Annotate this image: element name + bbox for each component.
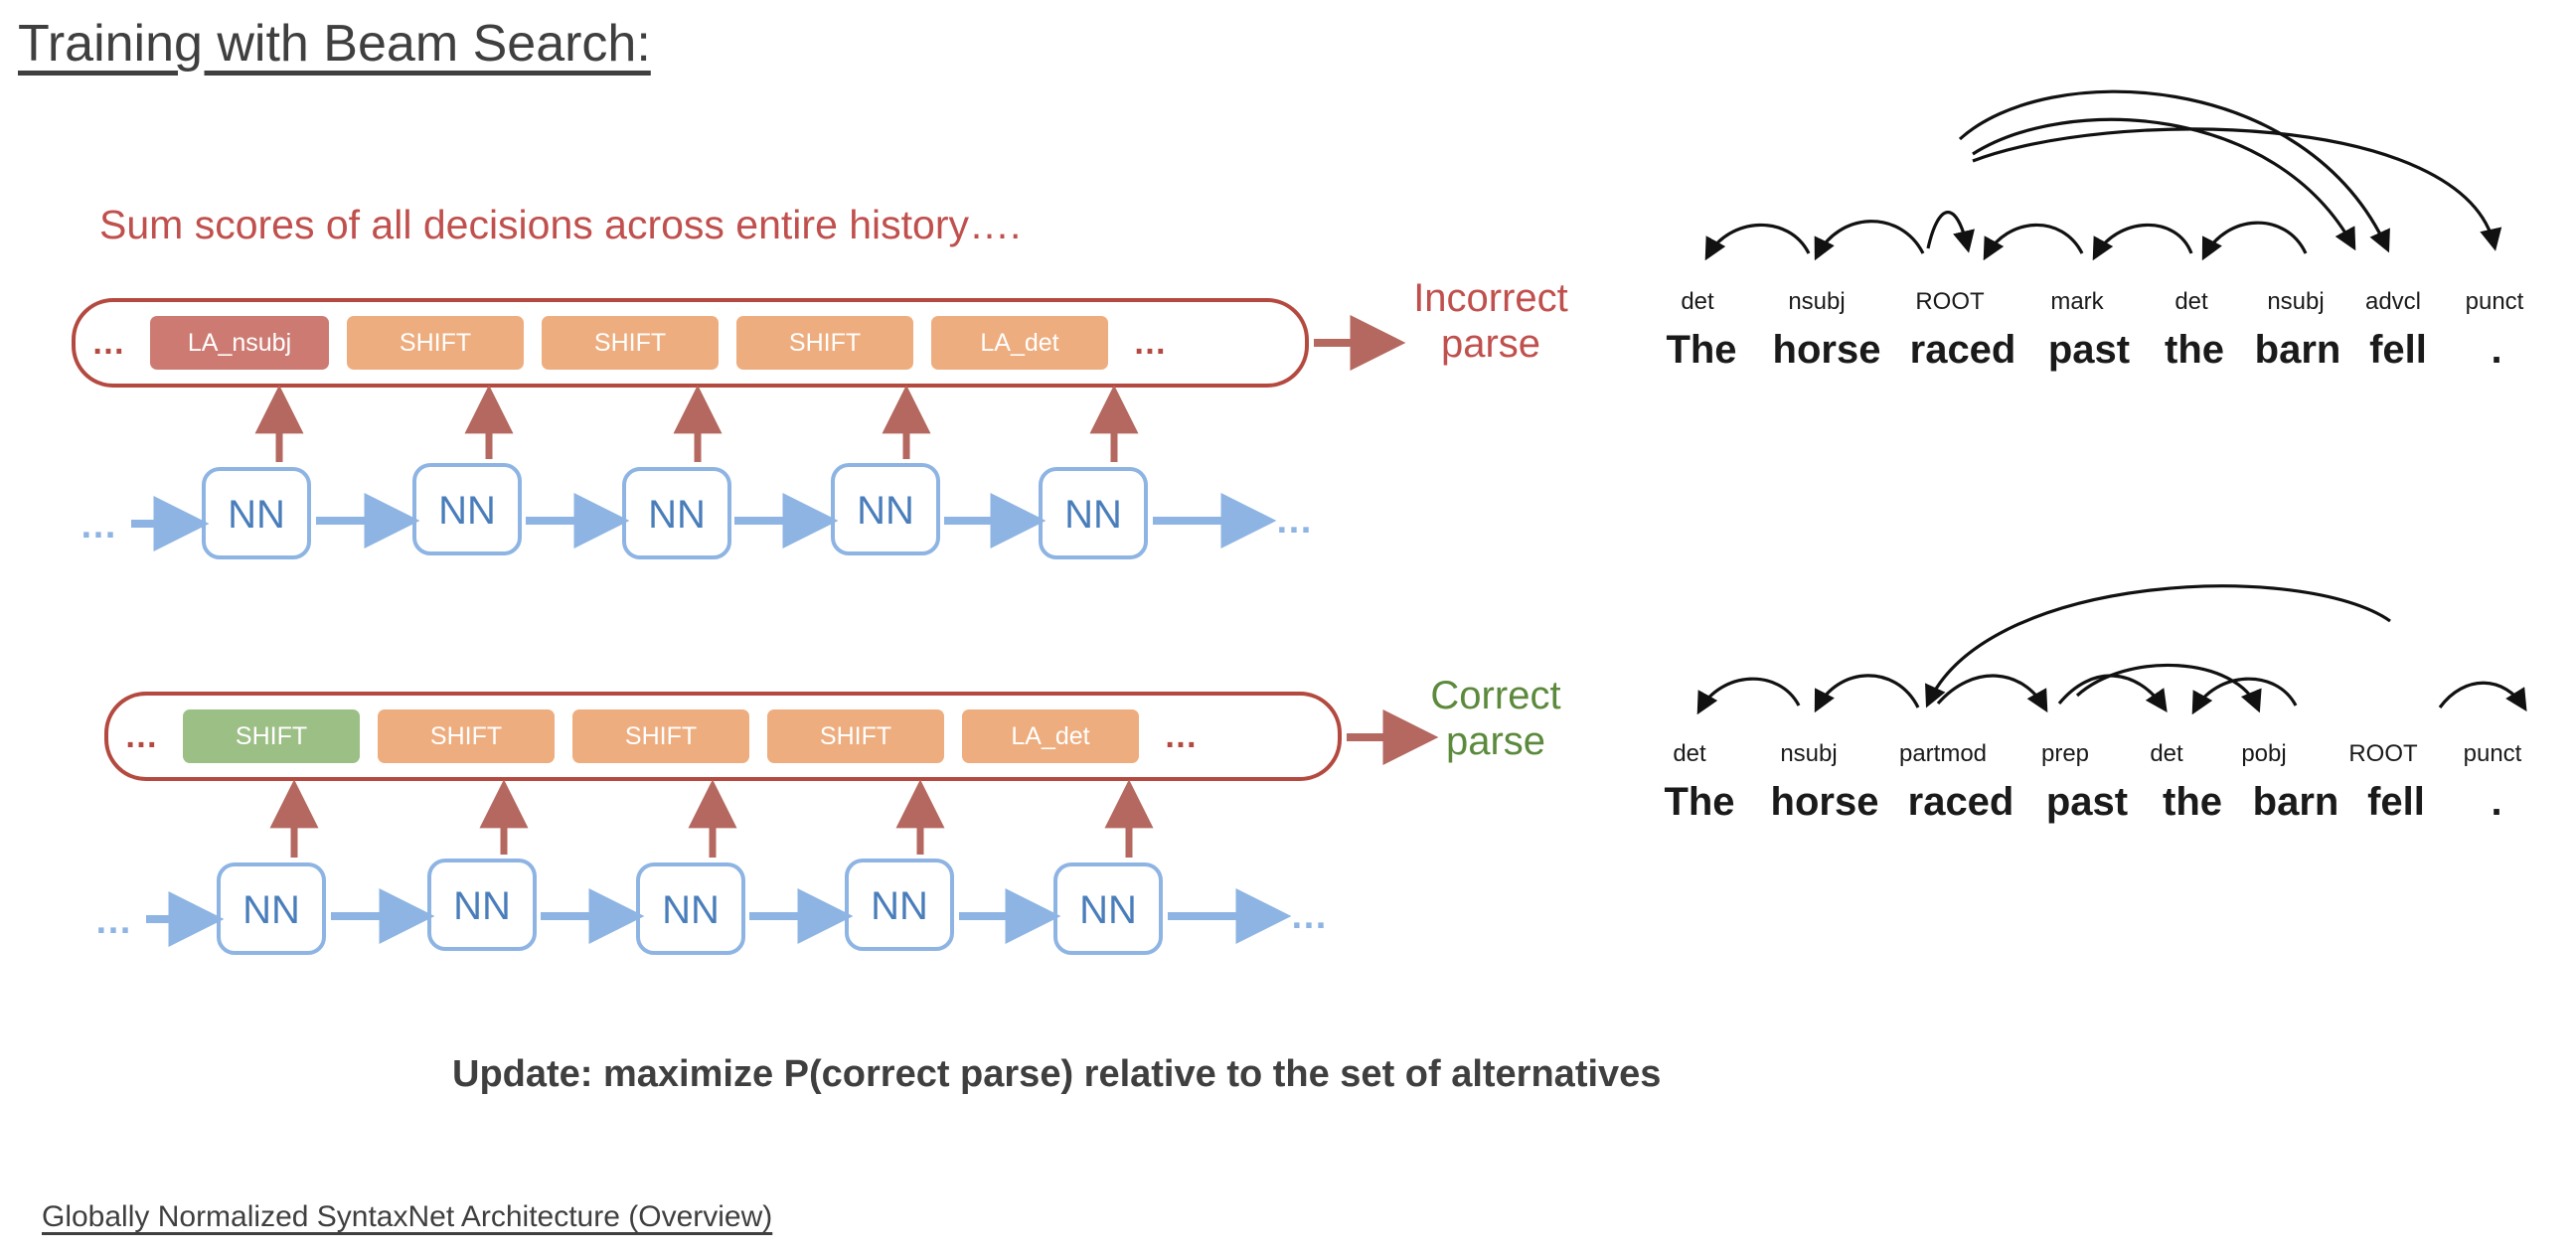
word-i-2: raced	[1909, 328, 2016, 372]
decision-chip-la-det[interactable]: LA_det	[931, 316, 1108, 370]
dep-label-c-5: pobj	[2241, 740, 2287, 767]
nn-box-r1-4[interactable]: NN	[831, 463, 940, 555]
word-c-0: The	[1664, 780, 1735, 824]
nn-box-r1-3[interactable]: NN	[622, 467, 731, 559]
dep-label-i-7: punct	[2465, 288, 2524, 315]
sum-scores-caption: Sum scores of all decisions across entire history….	[99, 202, 1022, 247]
word-i-5: barn	[2254, 328, 2341, 372]
word-c-6: fell	[2367, 780, 2425, 824]
decision-chip2-shift-1[interactable]: SHIFT	[378, 709, 555, 763]
strip-right-ellipsis: …	[1133, 324, 1167, 362]
result-label-correct-line2: parse	[1445, 719, 1546, 763]
word-c-2: raced	[1907, 780, 2014, 824]
word-c-1: horse	[1770, 780, 1879, 824]
nn-box-r2-3[interactable]: NN	[636, 862, 745, 955]
vertical-arrows-row2	[294, 792, 1129, 858]
dep-label-c-1: nsubj	[1780, 740, 1838, 767]
decision-chip-shift-1[interactable]: SHIFT	[347, 316, 524, 370]
dep-label-c-2: partmod	[1898, 740, 1988, 767]
update-caption: Update: maximize P(correct parse) relative to the set of alternatives	[452, 1053, 1662, 1095]
decision-chip2-shift-0[interactable]: SHIFT	[183, 709, 360, 763]
nn-box-r1-2[interactable]: NN	[412, 463, 522, 555]
vertical-arrows-row1	[279, 397, 1114, 462]
word-c-3: past	[2045, 780, 2129, 824]
nn-box-r2-2[interactable]: NN	[427, 859, 537, 951]
word-i-6: fell	[2369, 328, 2427, 372]
dep-label-c-6: ROOT	[2348, 740, 2418, 767]
dep-label-c-3: prep	[2040, 740, 2090, 767]
dep-label-i-4: det	[2174, 288, 2208, 315]
dep-label-i-1: nsubj	[1788, 288, 1846, 315]
dep-label-i-6: advcl	[2364, 288, 2422, 315]
decision-chip-shift-2[interactable]: SHIFT	[542, 316, 719, 370]
strip2-right-ellipsis: …	[1164, 717, 1198, 755]
nn-row1-left-ellipsis: …	[80, 505, 117, 547]
result-label-incorrect-line1: Incorrect	[1413, 276, 1568, 320]
word-i-4: the	[2165, 328, 2224, 372]
page-title: Training with Beam Search:	[18, 15, 651, 73]
dep-label-i-2: ROOT	[1915, 288, 1985, 315]
result-label-incorrect	[1371, 275, 1610, 367]
decision-chip2-shift-3[interactable]: SHIFT	[767, 709, 944, 763]
nn-box-r2-1[interactable]: NN	[217, 862, 326, 955]
dep-label-i-3: mark	[2050, 288, 2104, 315]
word-c-5: barn	[2252, 780, 2339, 824]
strip2-left-ellipsis: …	[124, 717, 158, 755]
dep-label-c-4: det	[2150, 740, 2183, 767]
decision-strip-incorrect	[72, 298, 1309, 388]
word-i-0: The	[1666, 328, 1737, 372]
decision-chip2-shift-2[interactable]: SHIFT	[572, 709, 749, 763]
result-label-correct	[1386, 673, 1605, 764]
decision-chip-shift-3[interactable]: SHIFT	[736, 316, 913, 370]
decision-chip-la-nsubj[interactable]: LA_nsubj	[150, 316, 329, 370]
nn-row2-left-ellipsis: …	[94, 900, 132, 942]
dep-label-c-0: det	[1673, 740, 1706, 767]
nn-row1-right-ellipsis: …	[1275, 500, 1313, 542]
dep-label-i-5: nsubj	[2267, 288, 2325, 315]
nn-box-r2-4[interactable]: NN	[845, 859, 954, 951]
word-i-1: horse	[1772, 328, 1881, 372]
word-c-4: the	[2163, 780, 2222, 824]
word-i-3: past	[2047, 328, 2131, 372]
footer-caption: Globally Normalized SyntaxNet Architecture (Overview)	[42, 1200, 773, 1233]
result-label-incorrect-line2: parse	[1440, 322, 1541, 366]
word-i-7: .	[2491, 328, 2502, 372]
dep-label-i-0: det	[1681, 288, 1714, 315]
result-label-correct-line1: Correct	[1430, 674, 1561, 717]
decision-strip-correct	[104, 692, 1342, 781]
nn-box-r2-5[interactable]: NN	[1053, 862, 1163, 955]
nn-box-r1-5[interactable]: NN	[1039, 467, 1148, 559]
dep-arcs-incorrect	[1707, 91, 2495, 256]
dep-arcs-correct	[1699, 586, 2524, 710]
word-c-7: .	[2491, 780, 2502, 824]
nn-row2-right-ellipsis: …	[1290, 895, 1328, 937]
nn-box-r1-1[interactable]: NN	[202, 467, 311, 559]
dep-label-c-7: punct	[2463, 740, 2522, 767]
strip-left-ellipsis: …	[91, 324, 125, 362]
decision-chip2-la-det[interactable]: LA_det	[962, 709, 1139, 763]
